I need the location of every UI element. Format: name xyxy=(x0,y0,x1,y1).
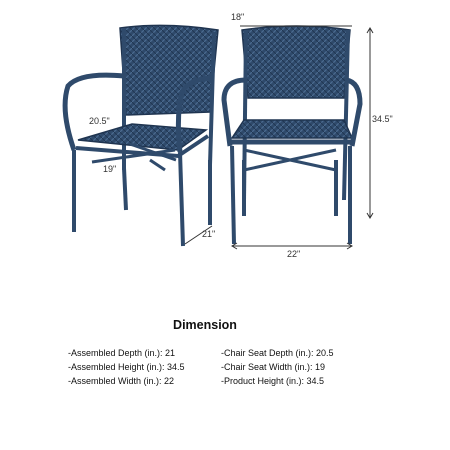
right-chair-seat xyxy=(232,120,352,138)
spec-assembled-depth: -Assembled Depth (in.): 21 xyxy=(68,348,176,358)
spec-assembled-height: -Assembled Height (in.): 34.5 xyxy=(68,362,185,372)
dim-label-width: 22" xyxy=(287,249,301,259)
spec-product-height: -Product Height (in.): 34.5 xyxy=(221,376,325,386)
dim-label-top-width: 18" xyxy=(231,12,245,22)
spec-seat-width: -Chair Seat Width (in.): 19 xyxy=(221,362,326,372)
dim-label-seat-depth: 20.5" xyxy=(89,116,110,126)
dim-label-seat-width: 19" xyxy=(103,164,117,174)
left-chair-seat xyxy=(78,124,206,150)
specs-right-column xyxy=(221,346,334,388)
left-chair-backrest xyxy=(120,25,218,115)
spec-seat-depth: -Chair Seat Depth (in.): 20.5 xyxy=(221,348,334,358)
specs-left-column xyxy=(68,346,185,388)
left-chair xyxy=(65,25,218,246)
right-chair xyxy=(224,26,360,244)
spec-assembled-width: -Assembled Width (in.): 22 xyxy=(68,376,175,386)
dim-label-height: 34.5" xyxy=(372,114,393,124)
dim-label-depth: 21" xyxy=(202,229,216,239)
section-title: Dimension xyxy=(173,318,237,332)
right-chair-backrest xyxy=(242,26,350,98)
